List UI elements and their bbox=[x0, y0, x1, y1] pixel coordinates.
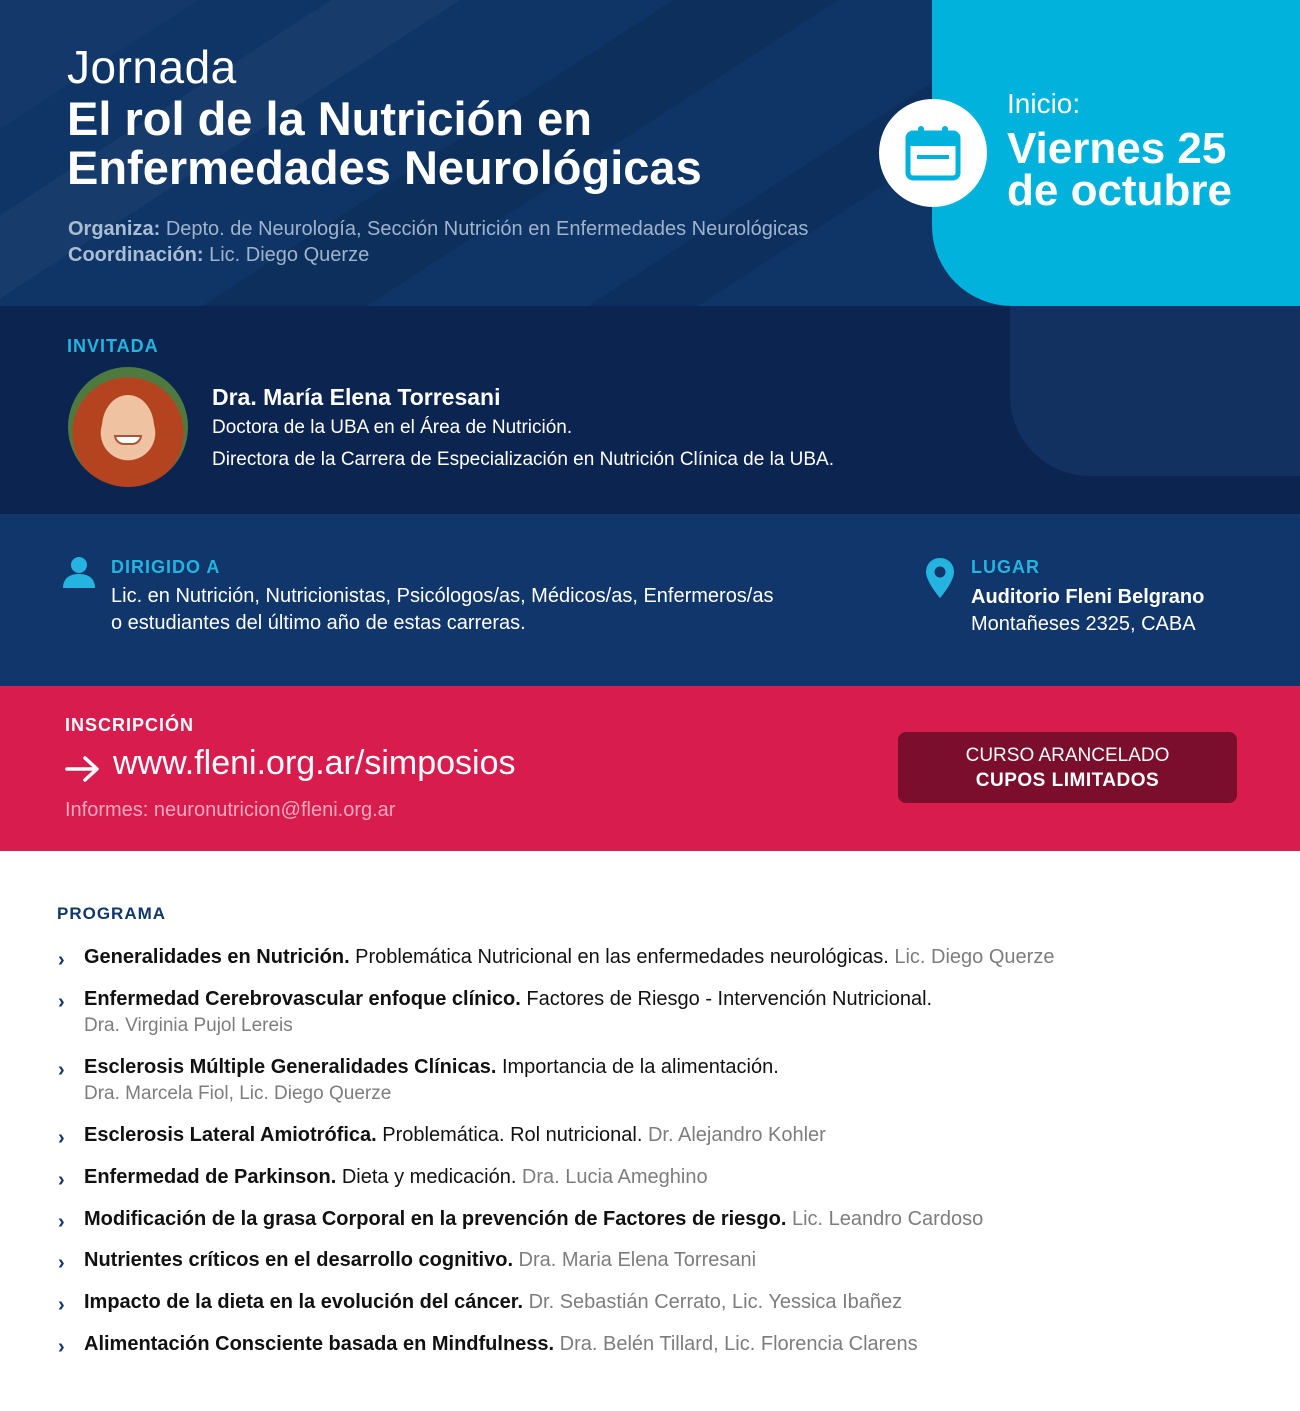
program-item-text bbox=[84, 1208, 983, 1231]
program-item-subtopic: Problemática Nutricional en las enfermedades neurológicas. bbox=[349, 946, 889, 968]
chevron-right-icon: › bbox=[58, 1211, 65, 1233]
program-item-text bbox=[84, 1291, 902, 1314]
program-item-topic: Esclerosis Múltiple Generalidades Clínicas. bbox=[84, 1056, 497, 1078]
audience-location-section bbox=[0, 514, 1300, 686]
chevron-right-icon: › bbox=[58, 1252, 65, 1274]
registration-section bbox=[0, 686, 1300, 851]
program-item-subtopic: Factores de Riesgo - Intervención Nutricional. bbox=[520, 988, 933, 1010]
programa-label: PROGRAMA bbox=[57, 904, 167, 923]
event-type: Jornada bbox=[67, 41, 237, 93]
program-item-topic: Modificación de la grasa Corporal en la prevención de Factores de riesgo. bbox=[84, 1208, 787, 1230]
program-item-speaker: Dr. Alejandro Kohler bbox=[642, 1124, 826, 1146]
person-icon bbox=[62, 556, 96, 588]
program-item-topic: Nutrientes críticos en el desarrollo cognitivo. bbox=[84, 1249, 513, 1271]
program-item-subtopic: Dieta y medicación. bbox=[336, 1166, 517, 1188]
organiza-value: Depto. de Neurología, Sección Nutrición en Enfermedades Neurológicas bbox=[165, 218, 809, 240]
coordinacion-value: Lic. Diego Querze bbox=[209, 244, 370, 266]
header-banner bbox=[0, 0, 1300, 306]
inicio-label: Inicio: bbox=[1007, 88, 1081, 119]
program-item-speaker: Lic. Diego Querze bbox=[888, 946, 1055, 968]
chevron-right-icon: › bbox=[58, 949, 65, 971]
chevron-right-icon: › bbox=[58, 1169, 65, 1191]
lugar-line-2: Montañeses 2325, CABA bbox=[971, 613, 1196, 635]
program-item-topic: Impacto de la dieta en la evolución del cáncer. bbox=[84, 1291, 524, 1313]
guest-avatar bbox=[68, 367, 188, 487]
avatar-face bbox=[102, 395, 154, 459]
guest-section-label: INVITADA bbox=[67, 336, 159, 356]
dirigido-line-2: o estudiantes del último año de estas carreras. bbox=[111, 612, 526, 634]
chevron-right-icon: › bbox=[58, 1127, 65, 1149]
location-pin-icon bbox=[926, 558, 954, 598]
program-item-speaker: Dra. Lucia Ameghino bbox=[516, 1166, 708, 1188]
calendar-badge bbox=[879, 99, 987, 207]
program-item-subtopic: Importancia de la alimentación. bbox=[496, 1056, 779, 1078]
program-item-topic: Generalidades en Nutrición. bbox=[84, 946, 350, 968]
arrow-right-icon bbox=[65, 756, 101, 782]
decorative-panel bbox=[1010, 306, 1300, 476]
inicio-date-line1: Viernes 25 bbox=[1007, 124, 1227, 173]
event-title bbox=[67, 94, 887, 192]
program-item-speaker: Lic. Leandro Cardoso bbox=[786, 1208, 984, 1230]
program-item-topic: Enfermedad Cerebrovascular enfoque clínico. bbox=[84, 988, 521, 1010]
inicio-date-line2: de octubre bbox=[1007, 166, 1232, 215]
event-title-line1: El rol de la Nutrición en bbox=[67, 92, 592, 145]
chevron-right-icon: › bbox=[58, 1294, 65, 1316]
program-item-speaker: Dra. Marcela Fiol, Lic. Diego Querze bbox=[84, 1083, 392, 1104]
guest-name: Dra. María Elena Torresani bbox=[212, 384, 501, 410]
program-item-text bbox=[84, 1124, 826, 1147]
program-section bbox=[0, 851, 1300, 1411]
dirigido-label: DIRIGIDO A bbox=[111, 557, 221, 577]
badge-line-2: CUPOS LIMITADOS bbox=[975, 769, 1160, 791]
inicio-date bbox=[1007, 124, 1287, 215]
guest-desc-2: Directora de la Carrera de Especialización en Nutrición Clínica de la UBA. bbox=[212, 449, 835, 470]
program-item-speaker: Dra. Belén Tillard, Lic. Florencia Clarens bbox=[554, 1333, 918, 1355]
lugar-line-1: Auditorio Fleni Belgrano bbox=[971, 586, 1205, 608]
program-item-text bbox=[84, 1166, 708, 1189]
program-item-text bbox=[84, 1056, 779, 1079]
chevron-right-icon: › bbox=[58, 1336, 65, 1358]
organiza-line bbox=[68, 218, 808, 241]
organiza-label: Organiza: bbox=[68, 218, 161, 240]
inscripcion-label: INSCRIPCIÓN bbox=[65, 715, 195, 735]
program-item-topic: Esclerosis Lateral Amiotrófica. bbox=[84, 1124, 377, 1146]
program-item-speaker: Dra. Virginia Pujol Lereis bbox=[84, 1015, 293, 1036]
chevron-right-icon: › bbox=[58, 991, 65, 1013]
dirigido-line-1: Lic. en Nutrición, Nutricionistas, Psicólogos/as, Médicos/as, Enfermeros/as bbox=[111, 585, 774, 607]
badge-line-1: CURSO ARANCELADO bbox=[965, 744, 1170, 766]
registration-link[interactable]: www.fleni.org.ar/simposios bbox=[113, 744, 516, 782]
program-item-speaker: Dr. Sebastián Cerrato, Lic. Yessica Ibañez bbox=[523, 1291, 903, 1313]
coordinacion-line bbox=[68, 244, 369, 267]
lugar-label: LUGAR bbox=[971, 557, 1040, 577]
program-item-speaker: Dra. Maria Elena Torresani bbox=[513, 1249, 757, 1271]
chevron-right-icon: › bbox=[58, 1059, 65, 1081]
event-title-line2: Enfermedades Neurológicas bbox=[67, 141, 702, 194]
informes-email: Informes: neuronutricion@fleni.org.ar bbox=[65, 799, 396, 821]
program-item-text bbox=[84, 988, 932, 1011]
guest-desc-1: Doctora de la UBA en el Área de Nutrición. bbox=[212, 417, 573, 438]
program-item-topic: Alimentación Consciente basada en Mindfulness. bbox=[84, 1333, 555, 1355]
program-item-topic: Enfermedad de Parkinson. bbox=[84, 1166, 337, 1188]
program-item-text bbox=[84, 1333, 918, 1356]
program-item-text bbox=[84, 946, 1054, 969]
calendar-icon bbox=[905, 124, 961, 182]
guest-section bbox=[0, 306, 1300, 514]
program-item-text bbox=[84, 1249, 756, 1272]
program-item-subtopic: Problemática. Rol nutricional. bbox=[376, 1124, 643, 1146]
coordinacion-label: Coordinación: bbox=[68, 244, 204, 266]
course-badge bbox=[898, 732, 1237, 803]
